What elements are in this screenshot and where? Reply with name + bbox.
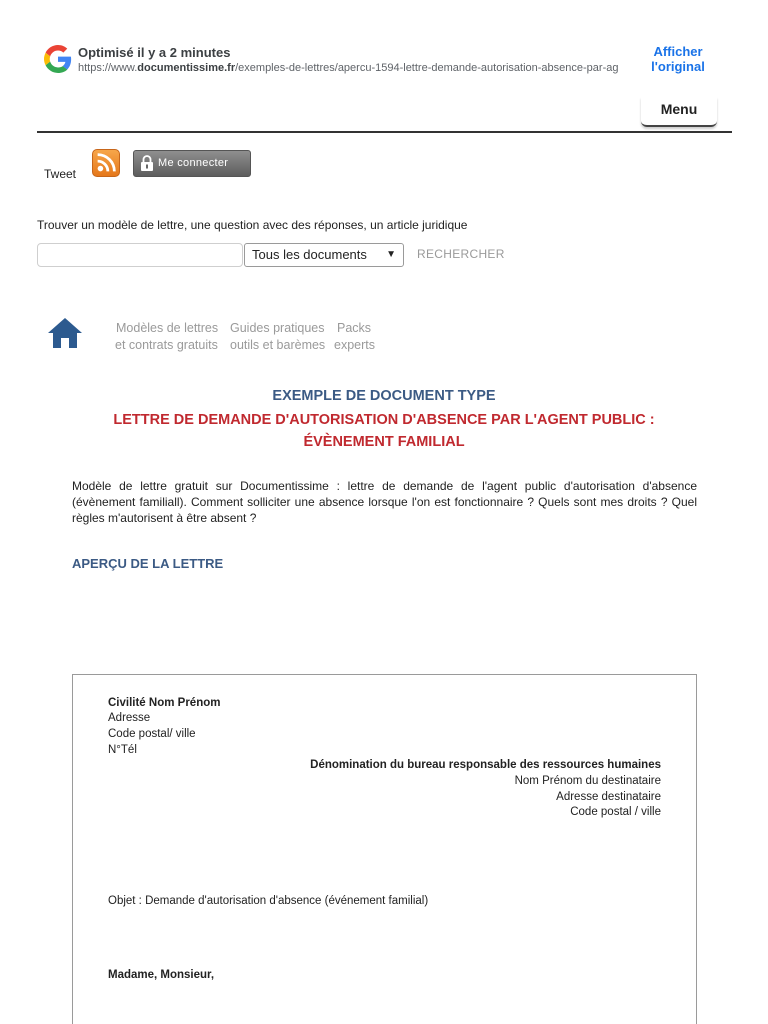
nav-guides-pratiques[interactable] [230,320,325,354]
url-path: /exemples-de-lettres/apercu-1594-lettre-demande-autorisation-absence-par-ag [235,62,619,74]
home-icon[interactable] [46,316,84,350]
nav-lettres-line1: Modèles de lettres [116,321,219,335]
page-title [60,409,708,453]
view-original-line2: l'original [651,59,705,74]
url-domain: documentissime.fr [137,62,236,74]
letter-salutation: Madame, Monsieur, [108,969,215,981]
letter-preview-heading: APERÇU DE LA LETTRE [72,556,224,571]
intro-paragraph: Modèle de lettre gratuit sur Documentissime : lettre de demande de l'agent public d'autorisation d'absence (évènement familiall). Comment solliciter une absence lorsque l'on est fonctionnaire ? Quels sont mes droits ? Quel règles m'autorisent à être absent ? [72,479,697,525]
search-button[interactable]: RECHERCHER [417,247,505,261]
amp-header-bar [0,0,768,88]
nav-packs-line1: Packs [337,321,372,335]
sender-phone: N°Tél [108,744,137,756]
amp-optimized-title: Optimisé il y a 2 minutes [78,45,231,60]
recipient-name: Nom Prénom du destinataire [514,775,661,787]
nav-packs-experts[interactable] [334,320,375,354]
header-divider [37,131,732,133]
letter-subject: Objet : Demande d'autorisation d'absence (événement familial) [108,895,429,907]
letter-preview-box [72,674,697,1024]
dropdown-arrow-icon: ▼ [386,249,396,260]
rss-feed-button[interactable] [92,149,120,177]
sender-city: Code postal/ ville [108,728,196,740]
page-title-line1: LETTRE DE DEMANDE D'AUTORISATION D'ABSENCE PAR L'AGENT PUBLIC : [113,412,655,428]
menu-button[interactable]: Menu [641,97,717,127]
rss-icon [93,150,119,176]
tweet-button[interactable]: Tweet [44,167,77,181]
page-title-line2: ÉVÈNEMENT FAMILIAL [303,434,465,450]
document-type-select[interactable] [244,243,404,267]
amp-url[interactable] [78,62,634,74]
nav-packs-line2: experts [334,338,375,352]
nav-lettres-modeles[interactable] [116,320,218,354]
nav-guides-line2: outils et barèmes [230,338,326,352]
login-label: Me connecter [158,157,229,169]
recipient-city: Code postal / ville [570,806,661,818]
select-value: Tous les documents [252,247,367,262]
sender-address: Adresse [108,712,151,724]
nav-guides-line1: Guides pratiques [230,321,325,335]
recipient-address: Adresse destinataire [556,791,661,803]
view-original-link[interactable] [640,44,716,74]
nav-lettres-line2: et contrats gratuits [115,338,218,352]
sender-name: Civilité Nom Prénom [108,697,221,709]
search-hint: Trouver un modèle de lettre, une question avec des réponses, un article juridique [37,218,468,232]
lock-icon [140,155,154,172]
search-input[interactable] [37,243,243,267]
login-button[interactable] [133,150,251,177]
document-type-heading: EXEMPLE DE DOCUMENT TYPE [272,388,496,404]
recipient-office: Dénomination du bureau responsable des ressources humaines [310,759,661,771]
view-original-line1: Afficher [653,44,703,59]
url-prefix: https://www. [78,62,138,74]
google-logo-icon [44,45,72,73]
